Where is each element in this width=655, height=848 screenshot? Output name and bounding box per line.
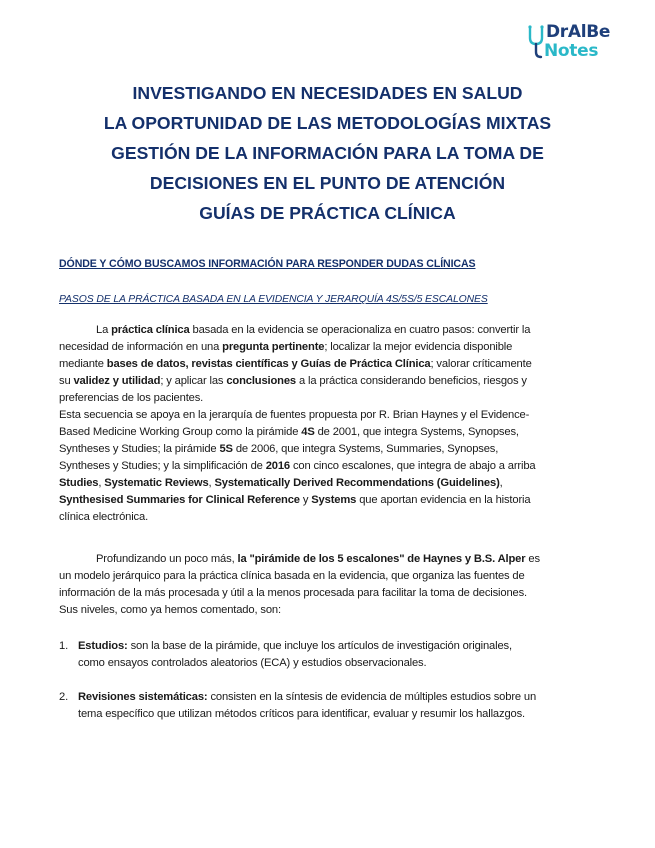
text-line: Synthesised Summaries for Clinical Reference y Systems que aportan evidencia en la historia <box>59 494 531 506</box>
text-line: necesidad de información en una pregunta pertinente; localizar la mejor evidencia disponible <box>59 341 513 353</box>
text-line: Estudios: son la base de la pirámide, que incluye los artículos de investigación originales, <box>78 640 512 652</box>
list-number: 2. <box>59 691 69 703</box>
numbered-list <box>59 638 604 672</box>
list-item <box>59 638 604 672</box>
list-number: 1. <box>59 640 69 652</box>
title-line: GUÍAS DE PRÁCTICA CLÍNICA <box>199 203 456 223</box>
text-line: Profundizando un poco más, la "pirámide de los 5 escalones" de Haynes y B.S. Alper es <box>96 553 540 565</box>
text-line: información de la más procesada y útil a la menos procesada para facilitar la toma de decisiones. <box>59 587 528 599</box>
text-line: un modelo jerárquico para la práctica clínica basada en la evidencia, que organiza las fuentes de <box>59 570 525 582</box>
text-line: Sus niveles, como ya hemos comentado, son: <box>59 604 281 616</box>
paragraph-2 <box>59 551 599 619</box>
text-line: preferencias de los pacientes. <box>59 392 204 404</box>
logo-text-notes: Notes <box>544 41 599 61</box>
title-line: DECISIONES EN EL PUNTO DE ATENCIÓN <box>149 173 506 193</box>
text-line: su validez y utilidad; y aplicar las conclusiones a la práctica considerando beneficios, riesgos y <box>59 375 527 387</box>
text-line: La práctica clínica basada en la evidencia se operacionaliza en cuatro pasos: convertir la <box>96 324 531 336</box>
text-line: Revisiones sistemáticas: consisten en la síntesis de evidencia de múltiples estudios sobre un <box>78 691 537 703</box>
text-line: Studies, Systematic Reviews, Systematically Derived Recommendations (Guidelines), <box>59 477 503 489</box>
paragraph-1 <box>59 322 599 526</box>
text-line: clínica electrónica. <box>59 511 149 523</box>
list-item <box>59 689 604 723</box>
text-line: Syntheses y Studies; la pirámide 5S de 2006, que integra Systems, Summaries, Synopses, <box>59 443 499 455</box>
text-line: mediante bases de datos, revistas científicas y Guías de Práctica Clínica; valorar críticamente <box>59 358 532 370</box>
text-line: Esta secuencia se apoya en la jerarquía de fuentes propuesta por R. Brian Haynes y el Evidence- <box>59 409 530 421</box>
text-line: tema específico que utilizan métodos críticos para identificar, evaluar y resumir los hallazgos. <box>78 708 525 720</box>
document-title <box>40 78 615 228</box>
text-line: Syntheses y Studies; y la simplificación de 2016 con cinco escalones, que integra de abajo a arriba <box>59 460 536 472</box>
text-line: Based Medicine Working Group como la pirámide 4S de 2001, que integra Systems, Synopses, <box>59 426 519 438</box>
section-heading: DÓNDE Y CÓMO BUSCAMOS INFORMACIÓN PARA RESPONDER DUDAS CLÍNICAS <box>59 258 476 270</box>
numbered-list <box>59 689 604 723</box>
sub-heading: PASOS DE LA PRÁCTICA BASADA EN LA EVIDENCIA Y JERARQUÍA 4S/5S/5 ESCALONES <box>59 294 488 305</box>
logo-text-dralbe: DrAlBe <box>546 22 611 42</box>
title-line: GESTIÓN DE LA INFORMACIÓN PARA LA TOMA DE <box>111 143 544 163</box>
title-line: INVESTIGANDO EN NECESIDADES EN SALUD <box>132 83 523 103</box>
logo <box>526 22 638 62</box>
title-line: LA OPORTUNIDAD DE LAS METODOLOGÍAS MIXTAS <box>103 113 552 133</box>
text-line: como ensayos controlados aleatorios (ECA) y estudios observacionales. <box>78 657 427 669</box>
